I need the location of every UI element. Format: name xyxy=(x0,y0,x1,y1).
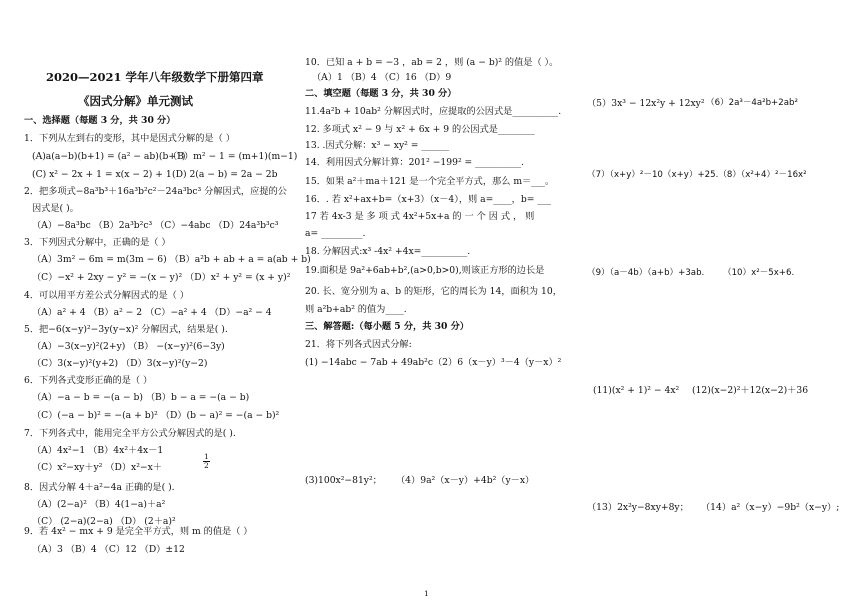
q4-options: （A）a² + 4 （B）a² − 2 （C）−a² + 4 （D）−a² − 4 xyxy=(32,307,272,318)
q20-line2: 则 a²b+ab² 的值为____. xyxy=(305,304,407,315)
q1-option-d: (D) 2(a − b) = 2a − 2b xyxy=(172,169,278,180)
q7-options-row2: （C）x²−xy＋y² （D）x²−x＋ xyxy=(32,462,162,473)
q6-options-row2: （C）(−a − b)² = −(a + b)² （D）(b − a)² = −(a − b)² xyxy=(32,410,280,421)
q7-fraction-numerator: 1 xyxy=(204,452,209,461)
q7-stem: 7．下列各式中，能用完全平方公式分解因式的是( ). xyxy=(24,428,236,439)
problem-1-2: (1) −14abc − 7ab + 49ab²c（2）6（x－y）³－4（y－x）² xyxy=(305,357,562,368)
title-line2: 《因式分解》单元测试 xyxy=(78,94,193,108)
section1-heading: 一、选择题（每题 3 分，共 30 分） xyxy=(24,115,176,126)
q7-options-row1: （A）4x²−1 （B）4x²＋4x－1 xyxy=(32,445,164,456)
q2-stem-cont: 因式是( )。 xyxy=(32,203,79,214)
q14: 14．利用因式分解计算：201² −199² = __________. xyxy=(305,157,525,168)
q18: 18. 分解因式:x³ -4x² +4x=__________. xyxy=(305,246,471,257)
q9-stem: 9．若 4x² − mx + 9 是完全平方式，则 m 的值是（ ） xyxy=(24,526,253,537)
q1-option-a: (A)a(a−b)(b+1) = (a² − ab)(b+1) xyxy=(32,151,186,162)
q6-stem: 6．下列各式变形正确的是（ ） xyxy=(24,375,153,386)
q5-options-row2: （C）3(x−y)²(y+2) （D）3(x−y)²(y−2) xyxy=(32,358,208,369)
q20-line1: 20. 长、宽分别为 a、b 的矩形，它的周长为 14，面积为 10， xyxy=(305,286,562,297)
q8-options-row1: （A）(2−a)² （B）4(1−a)＋a² xyxy=(32,499,166,510)
q12: 12. 多项式 x² − 9 与 x² + 6x + 9 的公因式是________ xyxy=(305,124,535,135)
problem-10: （10）x²－5x+6. xyxy=(723,268,795,278)
q7-fraction xyxy=(203,453,210,469)
q11: 11.4a²b + 10ab² 分解因式时，应提取的公因式是__________. xyxy=(305,106,562,117)
q19: 19.面积是 9a²+6ab+b²,(a>0,b>0),则该正方形的边长是 xyxy=(305,265,545,276)
q1-stem: 1．下列从左到右的变形，其中是因式分解的是（ ） xyxy=(24,133,235,144)
section2-heading: 二、填空题（每题 3 分，共 30 分） xyxy=(305,88,457,99)
q3-stem: 3．下列因式分解中，正确的是（ ） xyxy=(24,237,171,248)
problem-5: （5）3x³ − 12x²y + 12xy² xyxy=(587,98,705,109)
q16: 16．. 若 x²+ax+b=（x+3）（x－4），则 a=____，b= ___ xyxy=(305,194,552,205)
q10-stem: 10．已知 a + b = −3 ，ab = 2 ，则 (a − b)² 的值是（ ）。 xyxy=(305,57,559,68)
problem-12: (12)(x−2)²＋12(x−2)＋36 xyxy=(692,385,809,396)
q5-options-row1: （A）−3(x−y)²(2+y) （B） −(x−y)²(6−3y) xyxy=(32,341,225,352)
q4-stem: 4．可以用平方差公式分解因式的是（ ） xyxy=(24,290,189,301)
q10-options: （A）1 （B）4 （C）16 （D）9 xyxy=(312,72,452,83)
q9-options: （A）3 （B）4 （C）12 （D）±12 xyxy=(32,544,185,555)
problem-7-8: （7）（x+y）²－10（x+y）+25.（8）（x²+4）²－16x² xyxy=(587,170,807,180)
q7-fraction-denominator: 2 xyxy=(204,460,209,470)
q15: 15．如果 a²＋ma＋121 是一个完全平方式，那么 m＝___。 xyxy=(305,176,555,187)
q2-stem: 2．把多项式−8a³b³＋16a³b²c²－24a³bc³ 分解因式，应提的公 xyxy=(24,186,287,197)
problem-4: （4）9a²（x－y）+4b²（y－x） xyxy=(396,475,535,486)
q1-option-b: （B）m² − 1 = (m+1)(m−1) xyxy=(168,151,298,162)
q17-line1: 17 若 4x-3 是 多 项 式 4x²+5x+a 的 一 个 因 式 ， 则 xyxy=(305,211,535,222)
q1-option-c: (C) x² − 2x + 1 = x(x − 2) + 1 xyxy=(32,169,172,180)
problem-13: （13）2x²y−8xy+8y； xyxy=(587,502,689,513)
page-number: 1 xyxy=(424,589,429,598)
q8-options-row2: （C） (2−a)(2−a) （D） (2＋a)² xyxy=(32,516,176,527)
q2-options: （A）−8a³bc （B）2a³b²c³ （C）−4abc （D）24a³b³c³ xyxy=(32,220,279,231)
q17-line2: a= _________. xyxy=(305,228,366,239)
title-line1: 2020—2021 学年八年级数学下册第四章 xyxy=(46,70,264,84)
problem-14: （14）a²（x−y）−9b²（x−y）; xyxy=(701,502,840,513)
problem-3: (3)100x²−81y²； xyxy=(305,475,382,486)
q6-options-row1: （A）−a − b = −(a − b) （B）b − a = −(a − b) xyxy=(32,392,250,403)
section3-heading: 三、解答题:（每小题 5 分，共 30 分） xyxy=(305,321,469,332)
problem-9: （9）（a－4b）（a+b）+3ab. xyxy=(587,268,705,278)
problem-11: (11)(x² + 1)² − 4x² xyxy=(593,385,680,396)
q8-stem: 8．因式分解 4＋a²−4a 正确的是( ). xyxy=(24,482,175,493)
q3-options-row1: （A）3m² − 6m = m(3m − 6) （B）a²b + ab + a = a(ab + b) xyxy=(32,254,311,265)
q13: 13. .因式分解：x³ − xy² = ______ xyxy=(305,140,449,151)
problem-6: （6）2a³－4a²b+2ab² xyxy=(706,98,798,108)
q5-stem: 5．把−6(x−y)²−3y(y−x)² 分解因式，结果是( ). xyxy=(24,324,228,335)
q21-instruction: 21．将下列各式因式分解: xyxy=(305,339,412,350)
q3-options-row2: （C）−x² + 2xy − y² = −(x − y)² （D）x² + y² = (x + y)² xyxy=(32,272,291,283)
